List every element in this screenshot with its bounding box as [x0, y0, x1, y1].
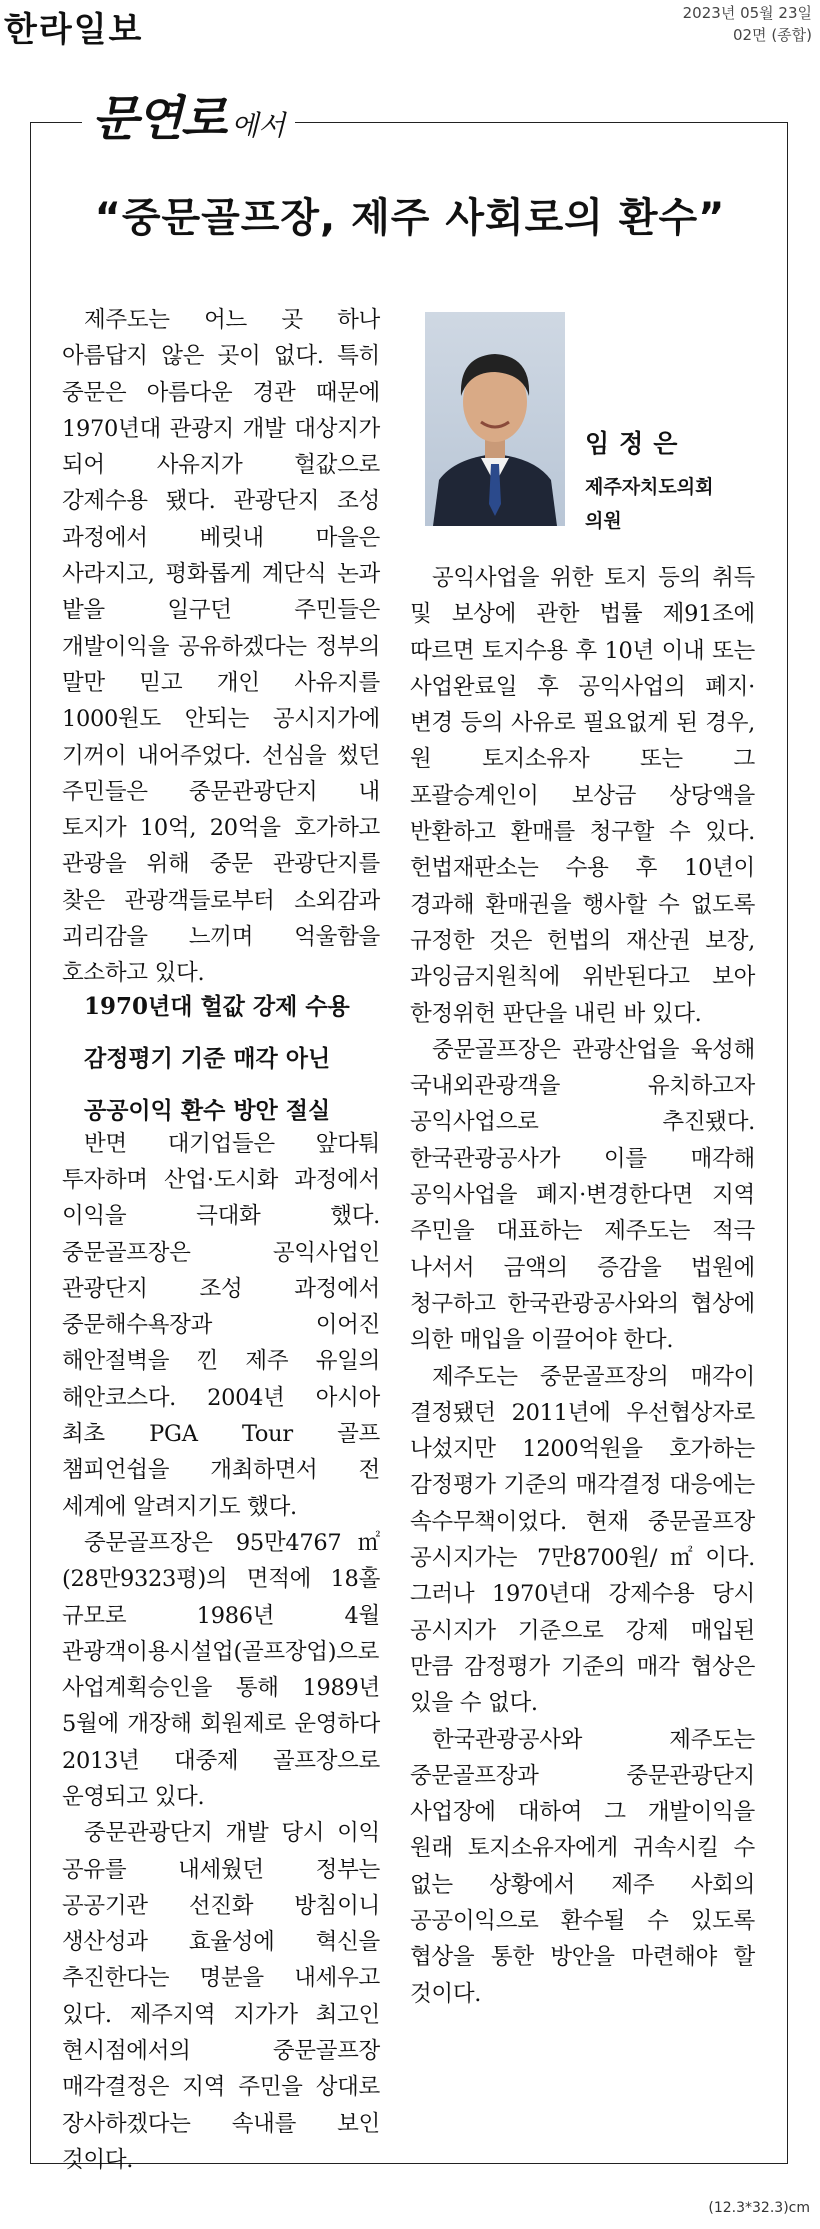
paragraph: 공익사업을 위한 토지 등의 취득 및 보상에 관한 법률 제91조에 따르면 토지수용 후 10년 이내 또는 사업완료일 후 공익사업의 폐지·변경 등의 사유로 필요없게 된 경우, 원 토지소유자 또는 그 포괄승계인이 보상금 상당액을 반환하고 환매를 청구할 수 있다. 헌법재판소는 수용 후 10년이 경과해 환매권을 행사할 수 없도록 규정한 것은 헌법의 재산권 보장, 과잉금지원칙에 위반된다고 보아 한정위헌 판단을 내린 바 있다.	[410, 565, 755, 1027]
paragraph: 중문골프장은 관광산업을 육성해 국내외관광객을 유치하고자 공익사업으로 추진됐다. 한국관광공사가 이를 매각해 공익사업을 폐지·변경한다면 지역 주민을 대표하는 제주도는 적극 나서서 금액의 증감을 법원에 청구하고 한국관광공사와의 협상에 의한 매입을 이끌어야 한다.	[410, 1036, 755, 1354]
column-logo-sub: 에서	[231, 109, 286, 142]
article-headline: “중문골프장, 제주 사회로의 환수”	[94, 195, 726, 241]
author-name: 임정은	[585, 429, 688, 458]
paragraph: 제주도는 중문골프장의 매각이 결정됐던 2011년에 우선협상자로 나섰지만 1200억원을 호가하는 감정평가 기준의 매각결정 대응에는 속수무책이었다. 현재 중문골프장 공시지가는 7만8700원/㎡이다. 그러나 1970년대 강제수용 당시 공시지가 기준으로 강제 매입된 만큼 감정평가 기준의 매각 협상은 있을 수 없다.	[410, 1363, 755, 1717]
page-section: 02면 (종합)	[732, 26, 812, 44]
column-logo-main: 문연로	[92, 91, 226, 147]
paragraph: 중문관광단지 개발 당시 이익 공유를 내세웠던 정부는 공공기관 선진화 방침이니 생산성과 효율성에 혁신을 추진한다는 명분을 내세우고 있다. 제주지역 지가가 최고인 현시점에서의 중문골프장 매각결정은 지역 주민을 상대로 장사하겠다는 속내를 보인 것이다.	[62, 1820, 380, 2173]
subheading: 공공이익 환수 방안 절실	[84, 1096, 331, 1124]
publication-date: 2023년 05월 23일	[682, 4, 812, 22]
author-title	[585, 470, 713, 538]
author-portrait-icon	[425, 312, 565, 526]
paragraph: 한국관광공사와 제주도는 중문골프장과 중문관광단지 사업장에 대하여 그 개발이익을 원래 토지소유자에게 귀속시킬 수 없는 상황에서 제주 사회의 공공이익으로 환수될 수 있도록 협상을 통한 방안을 마련해야 할 것이다.	[410, 1726, 755, 2007]
subheading: 감정평기 기준 매각 아닌	[84, 1044, 331, 1072]
dateline	[683, 2, 812, 46]
clipping-size-note: (12.3*32.3)cm	[708, 2200, 810, 2216]
right-column	[410, 560, 755, 2012]
paragraph: 반면 대기업들은 앞다퉈 투자하며 산업·도시화 과정에서 이익을 극대화 했다. 중문골프장은 공익사업인 관광단지 조성 과정에서 중문해수욕장과 이어진 해안절벽을 낀 제주 유일의 해안코스다. 2004년 아시아 최초 PGA Tour 골프 챔피언쉽을 개최하면서 전 세계에 알려지기도 했다.	[62, 1130, 380, 1520]
subheading: 1970년대 헐값 강제 수용	[84, 992, 350, 1020]
author-title-line1: 제주자치도의회	[585, 476, 714, 498]
author-photo	[425, 312, 565, 526]
newspaper-masthead: 한라일보	[4, 10, 144, 50]
paragraph: 중문골프장은 95만4767㎡(28만9323평)의 면적에 18홀 규모로 1986년 4월 관광객이용시설업(골프장업)으로 사업계획승인을 통해 1989년 5월에 개장해 회원제로 운영하다 2013년 대중제 골프장으로 운영되고 있다.	[62, 1529, 380, 1810]
paragraph: 제주도는 어느 곳 하나 아름답지 않은 곳이 없다. 특히 중문은 아름다운 경관 때문에 1970년대 관광지 개발 대상지가 되어 사유지가 헐값으로 강제수용 됐다. 관광단지 조성 과정에서 베릿내 마을은 사라지고, 평화롭게 계단식 논과 밭을 일구던 주민들은 개발이익을 공유하겠다는 정부의 말만 믿고 개인 사유지를 1000원도 안되는 공시지가에 기꺼이 내어주었다. 선심을 썼던 주민들은 중문관광단지 내 토지가 10억, 20억을 호가하고 관광을 위해 중문 관광단지를 찾은 관광객들로부터 소외감과 괴리감을 느끼며 억울함을 호소하고 있다.	[62, 307, 380, 987]
column-logo	[82, 80, 295, 149]
left-column	[62, 302, 380, 2178]
author-title-line2: 의원	[585, 510, 622, 532]
